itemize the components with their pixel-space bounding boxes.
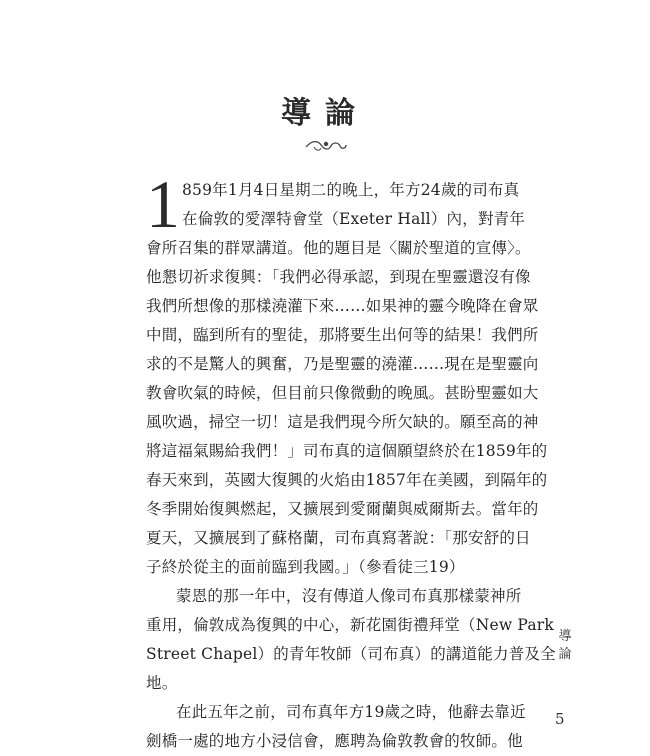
text-line: 重用，倫敦成為復興的中心，新花園街禮拜堂（New Park <box>146 616 555 634</box>
text-line: 蒙恩的那一年中，沒有傳道人像司布真那樣蒙神所 <box>176 587 522 605</box>
text-line: 中間，臨到所有的聖徒，那將要生出何等的結果！我們所 <box>146 326 539 344</box>
text-line: 在倫敦的愛澤特會堂（Exeter Hall）內，對青年 <box>182 210 526 228</box>
text-line: 夏天，又擴展到了蘇格蘭，司布真寫著說：「那安舒的日 <box>146 529 531 547</box>
text-line: 求的不是驚人的興奮，乃是聖靈的澆灌……現在是聖靈向 <box>146 355 539 373</box>
text-line: 劍橋一處的地方小浸信會，應聘為倫敦教會的牧師。他 <box>146 732 523 750</box>
text-line: 在此五年之前，司布真年方19歲之時，他辭去靠近 <box>176 703 526 721</box>
text-line: 他懇切祈求復興：「我們必得承認，到現在聖靈還沒有像 <box>146 268 531 286</box>
text-line: 地。 <box>146 674 178 692</box>
body-text <box>146 166 556 756</box>
text-line: 教會吹氣的時候，但目前只像微動的晚風。甚盼聖靈如大 <box>146 384 539 402</box>
paragraph-2 <box>146 582 556 698</box>
text-line: 會所召集的群眾講道。他的題目是〈關於聖道的宣傳〉。 <box>146 239 531 257</box>
text-line: 冬季開始復興燃起，又擴展到愛爾蘭與威爾斯去。當年的 <box>146 500 539 518</box>
text-line: Street Chapel）的青年牧師（司布真）的講道能力普及全 <box>146 645 556 663</box>
paragraph-1 <box>146 234 548 582</box>
text-line: 我們所想像的那樣澆灌下來……如果神的靈今晚降在會眾 <box>146 297 539 315</box>
opening-paragraph <box>146 166 526 242</box>
scroll-flourish-icon <box>304 138 348 154</box>
text-line: 風吹過，掃空一切！這是我們現今所欠缺的。願至高的神 <box>146 413 539 431</box>
paragraph-3 <box>146 698 526 756</box>
text-line: 將這福氣賜給我們！」司布真的這個願望終於在1859年的 <box>146 442 548 460</box>
side-tab-char: 論 <box>558 647 572 662</box>
chapter-side-tab <box>557 628 573 664</box>
side-tab-char: 導 <box>558 629 572 644</box>
text-line: 春天來到，英國大復興的火焰由1857年在美國，到隔年的 <box>146 471 548 489</box>
chapter-title: 導論 <box>281 96 369 131</box>
page-number: 5 <box>555 710 565 728</box>
text-line: 子終於從主的面前臨到我國。」（參看徒三19） <box>146 558 465 576</box>
dropcap: 1 <box>146 166 180 242</box>
text-line: 859年1月4日星期二的晚上，年方24歲的司布真 <box>182 181 520 199</box>
dropcap-lines <box>182 176 526 234</box>
